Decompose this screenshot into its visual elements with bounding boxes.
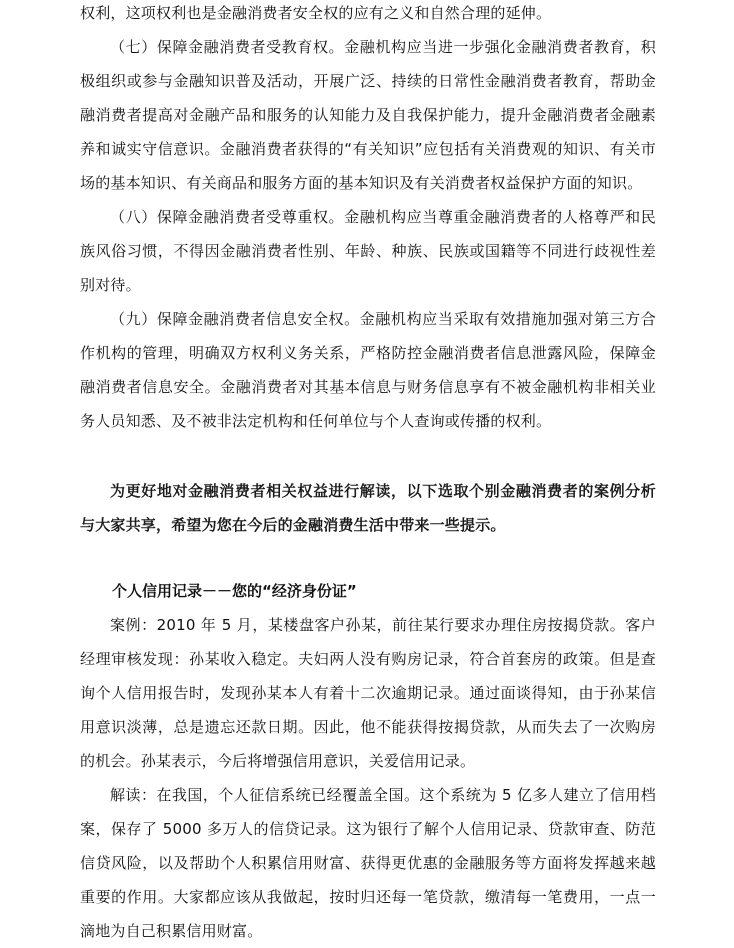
paragraph-respect-right: （八）保障金融消费者受尊重权。金融机构应当尊重金融消费者的人格尊严和民族风俗习惯，不得因金融消费者性别、年龄、种族、民族或国籍等不同进行歧视性差别对待。: [80, 208, 656, 294]
paragraph-safety-right-tail: 权利，这项权利也是金融消费者安全权的应有之义和自然合理的延伸。: [80, 4, 552, 22]
section-heading-credit-record: 个人信用记录－－您的“经济身份证”: [112, 582, 357, 600]
paragraph-information-security-right: （九）保障金融消费者信息安全权。金融机构应当采取有效措施加强对第三方合作机构的管理，明确双方权利义务关系，严格防控金融消费者信息泄露风险，保障金融消费者信息安全。金融消费者对其基本信息与财务信息享有不被金融机构非相关业务人员知悉、及不被非法定机构和任何单位与个人查询或传播的权利。: [80, 310, 656, 430]
paragraph-case-analysis: 解读：在我国，个人征信系统已经覆盖全国。这个系统为 5 亿多人建立了信用档案，保存了 5000 多万人的信贷记录。这为银行了解个人信用记录、贷款审查、防范信贷风险，以及帮助个人积累信用财富、获得更优惠的金融服务等方面将发挥越来越重要的作用。大家都应该从我做起，按时归还每一笔贷款，缴清每一笔费用，一点一滴地为自己积累信用财富。: [80, 786, 656, 940]
paragraph-case-study: 案例：2010 年 5 月，某楼盘客户孙某，前往某行要求办理住房按揭贷款。客户经理审核发现：孙某收入稳定。夫妇两人没有购房记录，符合首套房的政策。但是查询个人信用报告时，发现孙某本人有着十二次逾期记录。通过面谈得知，由于孙某信用意识淡薄，总是遗忘还款日期。因此，他不能获得按揭贷款，从而失去了一次购房的机会。孙某表示，今后将增强信用意识，关爱信用记录。: [80, 616, 656, 770]
paragraph-education-right: （七）保障金融消费者受教育权。金融机构应当进一步强化金融消费者教育，积极组织或参与金融知识普及活动，开展广泛、持续的日常性金融消费者教育，帮助金融消费者提高对金融产品和服务的认知能力及自我保护能力，提升金融消费者金融素养和诚实守信意识。金融消费者获得的“有关知识”应包括有关消费观的知识、有关市场的基本知识、有关商品和服务方面的基本知识及有关消费者权益保护方面的知识。: [80, 38, 656, 192]
paragraph-case-intro: 为更好地对金融消费者相关权益进行解读，以下选取个别金融消费者的案例分析与大家共享，希望为您在今后的金融消费生活中带来一些提示。: [80, 482, 656, 534]
